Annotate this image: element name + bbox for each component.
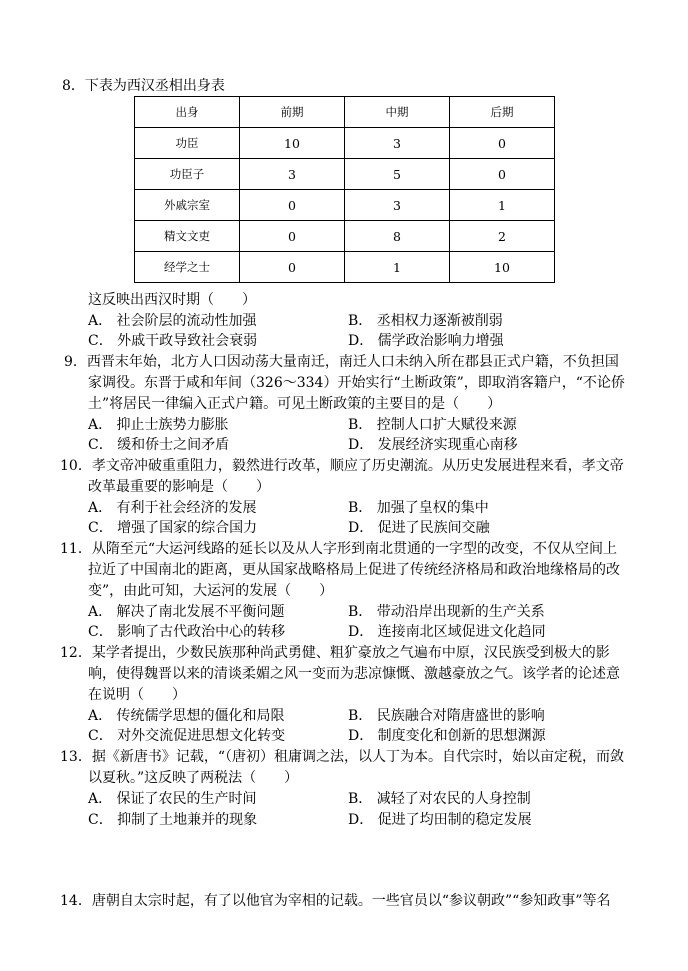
table-cell: 精文文吏 [135,221,240,252]
q8-stem: 8．下表为西汉丞相出身表 [62,78,225,94]
q13-option-d[interactable]: D． 促进了均田制的稳定发展 [348,812,532,828]
q13-option-c[interactable]: C． 抑制了土地兼并的现象 [88,812,258,828]
table-cell: 0 [450,159,555,190]
table-cell: 10 [240,128,345,159]
q10-line: 10．孝文帝冲破重重阻力，毅然进行改革，顺应了历史潮流。从历史发展进程来看，孝文帝 [60,458,624,474]
q11-line: 11．从隋至元“大运河线路的延长以及从人字形到南北贯通的一字型的改变，不仅从空间上 [60,541,617,557]
q12-line: 12．某学者提出，少数民族那种尚武勇健、粗犷豪放之气遍布中原，汉民族受到极大的影 [60,645,610,661]
q12-line: 在说明（ ） [88,687,186,703]
table-row [135,252,555,283]
table-cell: 2 [450,221,555,252]
q9-line: 家调役。东晋于咸和年间（326～334）开始实行“土断政策”，即取消客籍户，“不论侨 [88,375,625,391]
table-cell: 5 [345,159,450,190]
q10-option-d[interactable]: D． 促进了民族间交融 [348,520,490,536]
q11-line: 变”，由此可知，大运河的发展（ ） [88,583,334,599]
q11-line: 拉近了中国南北的距离，更从国家战略格局上促进了传统经济格局和政治地缘格局的改 [88,562,620,578]
q10-option-b[interactable]: B． 加强了皇权的集中 [348,500,489,516]
table-cell: 10 [450,252,555,283]
q13-option-a[interactable]: A． 保证了农民的生产时间 [88,791,257,807]
q13-line: 以夏秋。”这反映了两税法（ ） [88,770,299,786]
q9-line: 9．西晋末年始，北方人口因动荡大量南迁，南迁人口未纳入所在郡县正式户籍，不负担国 [64,354,619,370]
table-cell: 功臣 [135,128,240,159]
table-header: 中期 [345,97,450,128]
q9-option-c[interactable]: C． 缓和侨士之间矛盾 [88,437,230,453]
q8-option-a[interactable]: A． 社会阶层的流动性加强 [88,313,257,329]
q11-option-c[interactable]: C． 影响了古代政治中心的转移 [88,624,286,640]
q12-option-d[interactable]: D． 制度变化和创新的思想渊源 [348,728,546,744]
q11-option-a[interactable]: A． 解决了南北发展不平衡问题 [88,604,285,620]
table-header-row [135,97,555,128]
table-cell: 0 [240,190,345,221]
table-cell: 1 [345,252,450,283]
table-cell: 经学之士 [135,252,240,283]
table-cell: 功臣子 [135,159,240,190]
q14-line: 14．唐朝自太宗时起，有了以他官为宰相的记载。一些官员以“参议朝政”“参知政事”等名 [60,893,611,909]
table-row [135,128,555,159]
table-row [135,190,555,221]
table-cell: 外戚宗室 [135,190,240,221]
table-header: 前期 [240,97,345,128]
table-cell: 3 [240,159,345,190]
q8-option-c[interactable]: C． 外戚干政导致社会衰弱 [88,333,258,349]
q9-line: 土”将居民一律编入正式户籍。可见土断政策的主要目的是（ ） [88,396,502,412]
table-header: 出身 [135,97,240,128]
q9-option-b[interactable]: B． 控制人口扩大赋役来源 [348,417,517,433]
table-cell: 0 [450,128,555,159]
table-cell: 0 [240,221,345,252]
q9-option-d[interactable]: D． 发展经济实现重心南移 [348,437,518,453]
q12-line: 响，使得魏晋以来的清谈柔媚之风一变而为悲凉慷慨、激越豪放之气。该学者的论述意 [88,666,620,682]
table-cell: 8 [345,221,450,252]
q11-option-d[interactable]: D． 连接南北区域促进文化趋同 [348,624,546,640]
table-row [135,221,555,252]
q8-follow: 这反映出西汉时期（ ） [88,292,256,308]
q12-option-b[interactable]: B． 民族融合对隋唐盛世的影响 [348,708,545,724]
table-cell: 1 [450,190,555,221]
q12-option-a[interactable]: A． 传统儒学思想的僵化和局限 [88,708,285,724]
table-header: 后期 [450,97,555,128]
q9-option-a[interactable]: A． 抑止士族势力膨胀 [88,417,229,433]
table-cell: 0 [240,252,345,283]
q10-line: 改革最重要的影响是（ ） [88,479,270,495]
q13-option-b[interactable]: B． 减轻了对农民的人身控制 [348,791,531,807]
table-cell: 3 [345,128,450,159]
q13-line: 13．据《新唐书》记载，“（唐初）租庸调之法，以人丁为本。自代宗时，始以亩定税，而敛 [60,749,624,765]
q12-option-c[interactable]: C． 对外交流促进思想文化转变 [88,728,286,744]
q8-option-d[interactable]: D． 儒学政治影响力增强 [348,333,504,349]
q10-option-a[interactable]: A． 有利于社会经济的发展 [88,500,257,516]
chancellor-origin-table [134,96,555,283]
q8-option-b[interactable]: B． 丞相权力逐渐被削弱 [348,313,503,329]
table-row [135,159,555,190]
q11-option-b[interactable]: B． 带动沿岸出现新的生产关系 [348,604,545,620]
table-cell: 3 [345,190,450,221]
q10-option-c[interactable]: C． 增强了国家的综合国力 [88,520,258,536]
